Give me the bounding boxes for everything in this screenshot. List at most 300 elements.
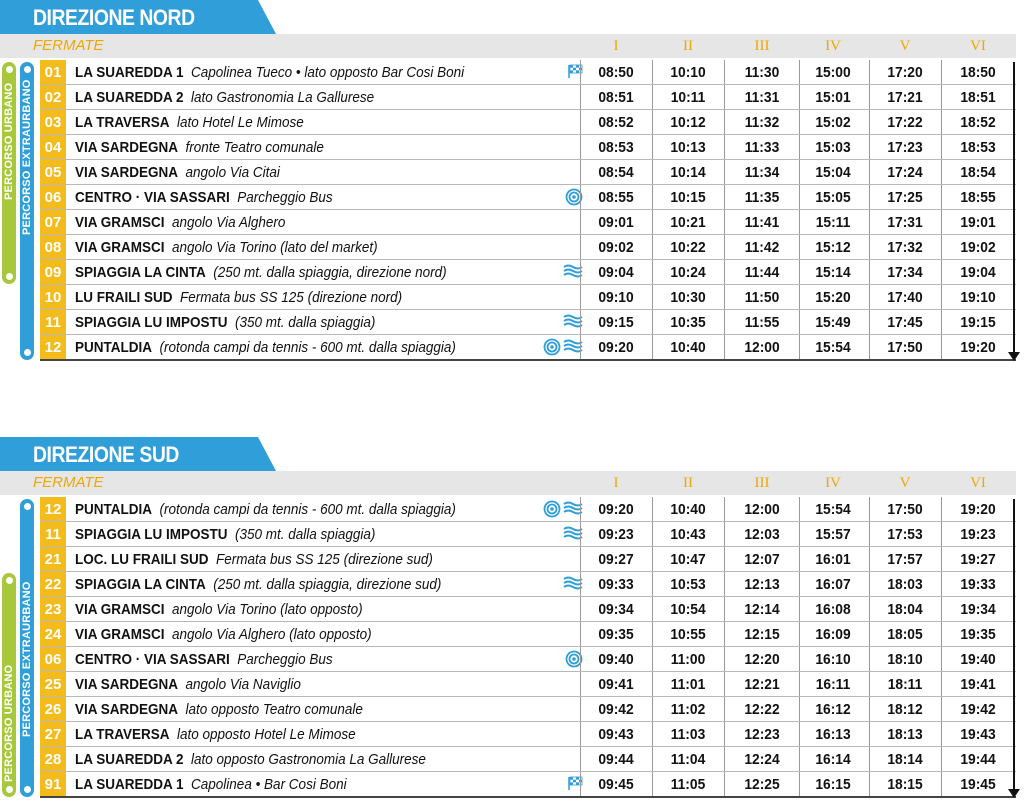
column-divider bbox=[869, 747, 870, 771]
departure-time: 11:31 bbox=[744, 89, 780, 106]
table-row bbox=[40, 747, 1016, 772]
column-divider bbox=[869, 135, 870, 159]
departure-time: 18:55 bbox=[960, 189, 996, 206]
stop-name: VIA GRAMSCI bbox=[75, 239, 165, 256]
departure-time: 18:50 bbox=[960, 64, 996, 81]
departure-time: 11:41 bbox=[744, 214, 780, 231]
departure-time: 18:04 bbox=[887, 601, 923, 618]
stop-name: LA SUAREDDA 1 bbox=[75, 64, 184, 81]
column-divider bbox=[724, 235, 725, 259]
stop-name: SPIAGGIA LU IMPOSTU bbox=[75, 526, 228, 543]
stop-description: lato Gastronomia La Gallurese bbox=[191, 89, 375, 106]
stop-label bbox=[75, 622, 372, 647]
column-divider bbox=[941, 285, 942, 309]
table-row bbox=[40, 497, 1016, 522]
stop-label bbox=[75, 210, 285, 235]
column-divider bbox=[724, 135, 725, 159]
departure-time: 09:42 bbox=[598, 701, 634, 718]
column-divider bbox=[580, 160, 581, 184]
column-divider bbox=[724, 310, 725, 334]
column-divider bbox=[580, 85, 581, 109]
column-divider bbox=[580, 235, 581, 259]
column-divider bbox=[652, 260, 653, 284]
departure-time: 12:25 bbox=[744, 776, 780, 793]
column-divider bbox=[724, 285, 725, 309]
column-divider bbox=[724, 210, 725, 234]
column-divider bbox=[869, 672, 870, 696]
departure-time: 17:20 bbox=[887, 64, 923, 81]
departure-time: 12:00 bbox=[744, 501, 780, 518]
stop-name: VIA SARDEGNA bbox=[75, 139, 179, 156]
departure-time: 11:04 bbox=[670, 751, 706, 768]
stop-number: 27 bbox=[40, 722, 66, 746]
column-divider bbox=[941, 135, 942, 159]
table-row bbox=[40, 672, 1016, 697]
departure-time: 08:54 bbox=[598, 164, 634, 181]
stop-name: LA TRAVERSA bbox=[75, 114, 170, 131]
column-divider bbox=[869, 522, 870, 546]
run-column-header: I bbox=[613, 475, 619, 491]
table-header bbox=[0, 471, 1016, 495]
departure-time: 17:50 bbox=[887, 339, 923, 356]
departure-time: 19:35 bbox=[960, 626, 996, 643]
departure-time: 09:44 bbox=[598, 751, 634, 768]
stop-description: Capolinea Tueco • lato opposto Bar Cosi Boni bbox=[191, 64, 465, 81]
departure-time: 19:44 bbox=[960, 751, 996, 768]
run-column-header: VI bbox=[970, 38, 986, 54]
column-divider bbox=[869, 185, 870, 209]
column-divider bbox=[580, 260, 581, 284]
column-divider bbox=[941, 697, 942, 721]
departure-time: 15:01 bbox=[815, 89, 851, 106]
departure-time: 17:57 bbox=[887, 551, 923, 568]
column-divider bbox=[580, 522, 581, 546]
departure-time: 19:40 bbox=[960, 651, 996, 668]
column-divider bbox=[580, 647, 581, 671]
urban-rail-stop-dot bbox=[6, 66, 13, 73]
departure-time: 19:41 bbox=[960, 676, 996, 693]
departure-time: 16:07 bbox=[815, 576, 851, 593]
departure-time: 16:13 bbox=[815, 726, 851, 743]
departure-time: 09:40 bbox=[598, 651, 634, 668]
departure-time: 12:00 bbox=[744, 339, 780, 356]
stop-description: lato opposto Hotel Le Mimose bbox=[177, 726, 356, 743]
departure-time: 11:34 bbox=[744, 164, 780, 181]
column-divider bbox=[580, 597, 581, 621]
stop-name: LA SUAREDDA 2 bbox=[75, 89, 184, 106]
direction-arrow-line bbox=[1013, 62, 1015, 354]
direction-banner bbox=[0, 0, 280, 34]
departure-time: 17:50 bbox=[887, 501, 923, 518]
table-row bbox=[40, 210, 1016, 235]
column-divider bbox=[941, 547, 942, 571]
column-divider bbox=[580, 672, 581, 696]
stop-label bbox=[75, 547, 433, 572]
departure-time: 17:24 bbox=[887, 164, 923, 181]
run-column-header: V bbox=[899, 475, 911, 491]
run-column-header: IV bbox=[825, 38, 841, 54]
column-divider bbox=[869, 597, 870, 621]
table-row bbox=[40, 235, 1016, 260]
departure-time: 11:05 bbox=[670, 776, 706, 793]
departure-time: 18:52 bbox=[960, 114, 996, 131]
departure-time: 15:14 bbox=[815, 264, 851, 281]
departure-time: 18:05 bbox=[887, 626, 923, 643]
stop-label bbox=[75, 85, 374, 110]
departure-time: 10:43 bbox=[670, 526, 706, 543]
stop-description: (350 mt. dalla spiaggia) bbox=[235, 526, 376, 543]
stop-name: LU FRAILI SUD bbox=[75, 289, 173, 306]
departure-time: 11:33 bbox=[744, 139, 780, 156]
stop-number: 12 bbox=[40, 497, 66, 521]
column-divider bbox=[869, 110, 870, 134]
column-divider bbox=[652, 722, 653, 746]
column-divider bbox=[941, 572, 942, 596]
column-divider bbox=[724, 335, 725, 359]
column-divider bbox=[869, 647, 870, 671]
column-divider bbox=[869, 285, 870, 309]
stop-name: SPIAGGIA LA CINTA bbox=[75, 264, 206, 281]
target-icon bbox=[543, 338, 561, 356]
table-row bbox=[40, 722, 1016, 747]
stop-name: VIA SARDEGNA bbox=[75, 701, 179, 718]
column-divider bbox=[724, 60, 725, 84]
departure-time: 19:27 bbox=[960, 551, 996, 568]
column-divider bbox=[652, 697, 653, 721]
column-divider bbox=[941, 335, 942, 359]
table-row bbox=[40, 285, 1016, 310]
departure-time: 09:15 bbox=[598, 314, 634, 331]
stop-label bbox=[75, 572, 441, 597]
stop-description: angolo Via Torino (lato del market) bbox=[172, 239, 378, 256]
run-column-header: IV bbox=[825, 475, 841, 491]
column-divider bbox=[580, 622, 581, 646]
departure-time: 10:54 bbox=[670, 601, 706, 618]
table-row bbox=[40, 772, 1016, 798]
stop-number: 28 bbox=[40, 747, 66, 771]
column-divider bbox=[724, 497, 725, 521]
stop-description: lato opposto Gastronomia La Gallurese bbox=[191, 751, 426, 768]
stop-description: angolo Via Alghero bbox=[172, 214, 286, 231]
column-divider bbox=[652, 160, 653, 184]
stop-number: 05 bbox=[40, 160, 66, 184]
stop-name: VIA SARDEGNA bbox=[75, 164, 179, 181]
stop-number: 23 bbox=[40, 597, 66, 621]
column-divider bbox=[869, 572, 870, 596]
departure-time: 18:10 bbox=[887, 651, 923, 668]
run-column-header: V bbox=[899, 38, 911, 54]
departure-time: 08:52 bbox=[598, 114, 634, 131]
column-divider bbox=[580, 497, 581, 521]
column-divider bbox=[724, 672, 725, 696]
column-divider bbox=[941, 185, 942, 209]
stop-description: Parcheggio Bus bbox=[237, 189, 333, 206]
column-divider bbox=[941, 522, 942, 546]
stop-label bbox=[75, 160, 280, 185]
extraurban-route-label: PERCORSO EXTRAURBANO bbox=[21, 581, 33, 737]
stop-description: Fermata bus SS 125 (direzione nord) bbox=[180, 289, 403, 306]
stop-description: angolo Via Naviglio bbox=[185, 676, 301, 693]
column-divider bbox=[941, 60, 942, 84]
departure-time: 09:41 bbox=[598, 676, 634, 693]
urban-route-label: PERCORSO URBANO bbox=[3, 664, 15, 782]
table-row bbox=[40, 160, 1016, 185]
departure-time: 09:10 bbox=[598, 289, 634, 306]
stop-label bbox=[75, 772, 347, 797]
column-divider bbox=[869, 210, 870, 234]
stop-label bbox=[75, 647, 333, 672]
column-divider bbox=[869, 235, 870, 259]
departure-time: 19:20 bbox=[960, 339, 996, 356]
departure-time: 12:03 bbox=[744, 526, 780, 543]
urban-rail-stop-dot bbox=[6, 786, 13, 793]
extraurban-rail-stop-dot bbox=[24, 66, 31, 73]
departure-time: 11:35 bbox=[744, 189, 780, 206]
table-row bbox=[40, 697, 1016, 722]
column-divider bbox=[724, 547, 725, 571]
table-row bbox=[40, 185, 1016, 210]
departure-time: 11:32 bbox=[744, 114, 780, 131]
stop-description: (250 mt. dalla spiaggia, direzione sud) bbox=[213, 576, 442, 593]
stop-label bbox=[75, 135, 324, 160]
departure-time: 19:01 bbox=[960, 214, 996, 231]
stop-label bbox=[75, 697, 363, 722]
departure-time: 10:22 bbox=[670, 239, 706, 256]
departure-time: 08:50 bbox=[598, 64, 634, 81]
departure-time: 15:20 bbox=[815, 289, 851, 306]
departure-time: 11:00 bbox=[670, 651, 706, 668]
column-divider bbox=[724, 572, 725, 596]
column-divider bbox=[580, 135, 581, 159]
stop-number: 08 bbox=[40, 235, 66, 259]
departure-time: 18:51 bbox=[960, 89, 996, 106]
column-divider bbox=[652, 135, 653, 159]
column-divider bbox=[941, 210, 942, 234]
departure-time: 08:55 bbox=[598, 189, 634, 206]
stop-name: VIA GRAMSCI bbox=[75, 601, 165, 618]
column-divider bbox=[941, 310, 942, 334]
direction-arrow-icon bbox=[1008, 352, 1020, 361]
stop-number: 09 bbox=[40, 260, 66, 284]
target-icon bbox=[543, 500, 561, 518]
stop-number: 25 bbox=[40, 672, 66, 696]
table-row bbox=[40, 622, 1016, 647]
column-divider bbox=[652, 747, 653, 771]
departure-time: 17:25 bbox=[887, 189, 923, 206]
departure-time: 15:12 bbox=[815, 239, 851, 256]
stop-number: 04 bbox=[40, 135, 66, 159]
departure-time: 12:14 bbox=[744, 601, 780, 618]
column-divider bbox=[580, 210, 581, 234]
stop-label bbox=[75, 260, 447, 285]
stop-label bbox=[75, 60, 464, 85]
stop-description: angolo Via Torino (lato opposto) bbox=[172, 601, 363, 618]
direction-title: DIREZIONE NORD bbox=[33, 5, 195, 30]
urban-route-label: PERCORSO URBANO bbox=[3, 82, 15, 200]
stop-number: 11 bbox=[40, 310, 66, 334]
column-divider bbox=[652, 547, 653, 571]
column-divider bbox=[869, 497, 870, 521]
stop-number: 12 bbox=[40, 335, 66, 359]
departure-time: 10:11 bbox=[670, 89, 706, 106]
stop-name: SPIAGGIA LA CINTA bbox=[75, 576, 206, 593]
column-divider bbox=[941, 235, 942, 259]
stop-name: LOC. LU FRAILI SUD bbox=[75, 551, 209, 568]
departure-time: 08:51 bbox=[598, 89, 634, 106]
departure-time: 15:57 bbox=[815, 526, 851, 543]
column-divider bbox=[869, 772, 870, 796]
column-divider bbox=[652, 672, 653, 696]
column-divider bbox=[869, 60, 870, 84]
column-divider bbox=[941, 260, 942, 284]
departure-time: 15:02 bbox=[815, 114, 851, 131]
stop-label bbox=[75, 285, 402, 310]
column-divider bbox=[652, 647, 653, 671]
departure-time: 17:31 bbox=[887, 214, 923, 231]
table-header bbox=[0, 34, 1016, 58]
run-column-header: II bbox=[683, 475, 693, 491]
stop-number: 21 bbox=[40, 547, 66, 571]
stop-label bbox=[75, 672, 301, 697]
stop-number: 01 bbox=[40, 60, 66, 84]
stop-label bbox=[75, 110, 304, 135]
departure-time: 16:08 bbox=[815, 601, 851, 618]
departure-time: 19:02 bbox=[960, 239, 996, 256]
stop-icons bbox=[543, 335, 583, 359]
stop-number: 06 bbox=[40, 185, 66, 209]
departure-time: 09:34 bbox=[598, 601, 634, 618]
departure-time: 19:23 bbox=[960, 526, 996, 543]
stop-description: (250 mt. dalla spiaggia, direzione nord) bbox=[213, 264, 447, 281]
stop-number: 91 bbox=[40, 772, 66, 796]
departure-time: 17:21 bbox=[887, 89, 923, 106]
column-divider bbox=[580, 110, 581, 134]
departure-time: 08:53 bbox=[598, 139, 634, 156]
column-divider bbox=[580, 285, 581, 309]
column-divider bbox=[869, 310, 870, 334]
departure-time: 18:12 bbox=[887, 701, 923, 718]
stop-number: 22 bbox=[40, 572, 66, 596]
departure-time: 10:21 bbox=[670, 214, 706, 231]
departure-time: 11:02 bbox=[670, 701, 706, 718]
stop-label bbox=[75, 597, 363, 622]
column-divider bbox=[652, 522, 653, 546]
departure-time: 10:30 bbox=[670, 289, 706, 306]
column-divider bbox=[941, 647, 942, 671]
run-column-header: VI bbox=[970, 475, 986, 491]
departure-time: 10:15 bbox=[670, 189, 706, 206]
stop-name: PUNTALDIA bbox=[75, 339, 152, 356]
fermate-label: FERMATE bbox=[33, 474, 104, 491]
stop-number: 11 bbox=[40, 522, 66, 546]
column-divider bbox=[724, 110, 725, 134]
departure-time: 12:15 bbox=[744, 626, 780, 643]
stop-number: 02 bbox=[40, 85, 66, 109]
departure-time: 09:23 bbox=[598, 526, 634, 543]
table-row bbox=[40, 547, 1016, 572]
column-divider bbox=[652, 235, 653, 259]
departure-time: 11:01 bbox=[670, 676, 706, 693]
stop-name: VIA GRAMSCI bbox=[75, 626, 165, 643]
column-divider bbox=[652, 772, 653, 796]
column-divider bbox=[724, 747, 725, 771]
column-divider bbox=[869, 622, 870, 646]
departure-time: 18:53 bbox=[960, 139, 996, 156]
table-row bbox=[40, 647, 1016, 672]
departure-time: 17:53 bbox=[887, 526, 923, 543]
column-divider bbox=[941, 622, 942, 646]
run-column-header: II bbox=[683, 38, 693, 54]
departure-time: 10:24 bbox=[670, 264, 706, 281]
departure-time: 10:47 bbox=[670, 551, 706, 568]
column-divider bbox=[869, 260, 870, 284]
departure-time: 17:45 bbox=[887, 314, 923, 331]
stop-description: Fermata bus SS 125 (direzione sud) bbox=[216, 551, 433, 568]
departure-time: 19:04 bbox=[960, 264, 996, 281]
stop-description: lato Hotel Le Mimose bbox=[177, 114, 304, 131]
departure-time: 19:34 bbox=[960, 601, 996, 618]
column-divider bbox=[580, 547, 581, 571]
table-row bbox=[40, 60, 1016, 85]
column-divider bbox=[652, 285, 653, 309]
departure-time: 12:21 bbox=[744, 676, 780, 693]
table-row bbox=[40, 135, 1016, 160]
direction-arrow-line bbox=[1013, 499, 1015, 791]
departure-time: 17:22 bbox=[887, 114, 923, 131]
stop-label bbox=[75, 310, 375, 335]
stop-description: angolo Via Alghero (lato opposto) bbox=[172, 626, 372, 643]
urban-rail-stop-dot bbox=[6, 273, 13, 280]
departure-time: 09:27 bbox=[598, 551, 634, 568]
column-divider bbox=[580, 60, 581, 84]
column-divider bbox=[869, 547, 870, 571]
departure-time: 09:02 bbox=[598, 239, 634, 256]
column-divider bbox=[941, 597, 942, 621]
departure-time: 15:04 bbox=[815, 164, 851, 181]
stop-name: VIA SARDEGNA bbox=[75, 676, 179, 693]
stop-label bbox=[75, 522, 375, 547]
stop-number: 03 bbox=[40, 110, 66, 134]
column-divider bbox=[580, 722, 581, 746]
departure-time: 19:33 bbox=[960, 576, 996, 593]
departure-time: 19:42 bbox=[960, 701, 996, 718]
column-divider bbox=[652, 335, 653, 359]
table-row bbox=[40, 260, 1016, 285]
column-divider bbox=[580, 697, 581, 721]
column-divider bbox=[724, 722, 725, 746]
departure-time: 10:40 bbox=[670, 339, 706, 356]
stop-name: SPIAGGIA LU IMPOSTU bbox=[75, 314, 228, 331]
departure-time: 10:13 bbox=[670, 139, 706, 156]
column-divider bbox=[652, 572, 653, 596]
departure-time: 18:15 bbox=[887, 776, 923, 793]
column-divider bbox=[941, 672, 942, 696]
column-divider bbox=[580, 572, 581, 596]
departure-time: 17:40 bbox=[887, 289, 923, 306]
departure-time: 12:24 bbox=[744, 751, 780, 768]
column-divider bbox=[652, 210, 653, 234]
stop-number: 26 bbox=[40, 697, 66, 721]
stop-number: 07 bbox=[40, 210, 66, 234]
departure-time: 09:45 bbox=[598, 776, 634, 793]
departure-time: 09:01 bbox=[598, 214, 634, 231]
departure-time: 18:03 bbox=[887, 576, 923, 593]
stop-description: Capolinea • Bar Cosi Boni bbox=[191, 776, 347, 793]
departure-time: 18:11 bbox=[887, 676, 923, 693]
column-divider bbox=[869, 85, 870, 109]
departure-time: 09:20 bbox=[598, 501, 634, 518]
column-divider bbox=[580, 772, 581, 796]
